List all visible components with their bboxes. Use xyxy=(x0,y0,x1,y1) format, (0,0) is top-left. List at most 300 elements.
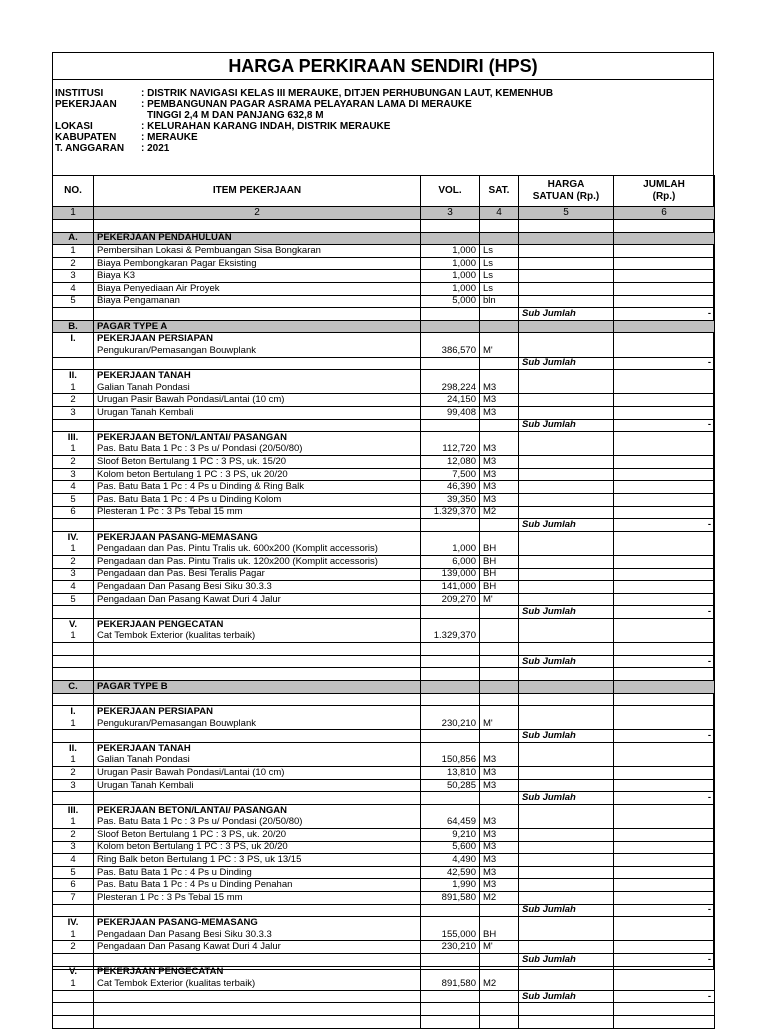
row-number: 7 xyxy=(53,892,94,905)
meta-label: KABUPATEN xyxy=(55,132,117,143)
empty-cell xyxy=(614,370,715,382)
subtotal-amount: - xyxy=(614,904,715,917)
table-row xyxy=(53,456,715,469)
item-unit: M2 xyxy=(480,892,519,905)
item-description: Cat Tembok Exterior (kualitas terbaik) xyxy=(94,631,421,643)
row-number: 3 xyxy=(53,270,94,283)
table-row xyxy=(53,481,715,494)
empty-cell xyxy=(480,966,519,978)
empty-cell xyxy=(519,333,614,345)
empty-cell xyxy=(94,792,421,805)
item-description: Pengadaan dan Pas. Pintu Tralis uk. 120x200 (Komplit accessoris) xyxy=(94,556,421,569)
subtotal-label: Sub Jumlah xyxy=(519,308,614,321)
empty-cell xyxy=(480,333,519,345)
unit-price-cell xyxy=(519,767,614,780)
item-unit: M3 xyxy=(480,481,519,494)
item-unit: M3 xyxy=(480,829,519,842)
meta-row-kabupaten xyxy=(55,132,710,143)
subtotal-amount: - xyxy=(614,606,715,619)
unit-price-cell xyxy=(519,718,614,730)
item-volume: 42,590 xyxy=(421,866,480,879)
table-row xyxy=(53,556,715,569)
empty-cell xyxy=(421,966,480,978)
table-row xyxy=(53,468,715,481)
item-unit: M3 xyxy=(480,456,519,469)
empty-cell xyxy=(614,917,715,929)
document-title: HARGA PERKIRAAN SENDIRI (HPS) xyxy=(53,53,713,80)
item-volume: 1.329,370 xyxy=(421,506,480,519)
item-unit: Ls xyxy=(480,245,519,258)
amount-cell xyxy=(614,767,715,780)
row-number: 2 xyxy=(53,394,94,407)
unit-price-cell xyxy=(519,854,614,867)
subtotal-label: Sub Jumlah xyxy=(519,419,614,432)
amount-cell xyxy=(614,456,715,469)
empty-cell xyxy=(94,693,421,706)
empty-cell xyxy=(614,643,715,656)
row-number: 3 xyxy=(53,468,94,481)
subtotal-row xyxy=(53,655,715,668)
empty-cell xyxy=(480,220,519,233)
empty-cell xyxy=(53,668,94,681)
amount-cell xyxy=(614,295,715,308)
empty-cell xyxy=(53,1003,94,1016)
group-title: PEKERJAAN BETON/LANTAI/ PASANGAN xyxy=(94,432,421,444)
empty-cell xyxy=(614,706,715,718)
item-volume: 12,080 xyxy=(421,456,480,469)
meta-value: : KELURAHAN KARANG INDAH, DISTRIK MERAUKE xyxy=(141,121,391,132)
item-description: Pengadaan dan Pas. Besi Teralis Pagar xyxy=(94,568,421,581)
item-unit: Ls xyxy=(480,282,519,295)
subtotal-label: Sub Jumlah xyxy=(519,357,614,370)
empty-cell xyxy=(53,954,94,967)
row-number: 5 xyxy=(53,494,94,507)
item-volume: 5,000 xyxy=(421,295,480,308)
empty-cell xyxy=(53,904,94,917)
row-number: 1 xyxy=(53,382,94,394)
group-title: PEKERJAAN TANAH xyxy=(94,370,421,382)
amount-cell xyxy=(614,543,715,555)
row-number: 3 xyxy=(53,841,94,854)
amount-cell xyxy=(614,270,715,283)
item-unit: M3 xyxy=(480,382,519,394)
meta-label: INSTITUSI xyxy=(55,88,104,99)
table-row xyxy=(53,295,715,308)
item-description: Kolom beton Bertulang 1 PC : 3 PS, uk 20/20 xyxy=(94,841,421,854)
meta-value: : MERAUKE xyxy=(141,132,198,143)
subtotal-amount: - xyxy=(614,990,715,1003)
item-unit: M' xyxy=(480,593,519,606)
header-jumlah: JUMLAH (Rp.) xyxy=(614,176,715,207)
item-volume: 7,500 xyxy=(421,468,480,481)
column-number: 1 xyxy=(53,207,94,220)
empty-cell xyxy=(614,1016,715,1029)
row-number xyxy=(53,345,94,357)
table-row xyxy=(53,406,715,419)
empty-cell xyxy=(53,643,94,656)
row-number: 3 xyxy=(53,406,94,419)
item-description: Plesteran 1 Pc : 3 Ps Tebal 15 mm xyxy=(94,506,421,519)
section-title: PEKERJAAN PENDAHULUAN xyxy=(94,232,421,245)
item-volume: 298,224 xyxy=(421,382,480,394)
group-title: PEKERJAAN PENGECATAN xyxy=(94,619,421,631)
subtotal-label: Sub Jumlah xyxy=(519,730,614,743)
table-row xyxy=(53,817,715,829)
item-description: Pas. Batu Bata 1 Pc : 3 Ps u/ Pondasi (20/50/80) xyxy=(94,444,421,456)
table-row xyxy=(53,779,715,792)
table-row xyxy=(53,345,715,357)
item-description: Pas. Batu Bata 1 Pc : 4 Ps u Dinding xyxy=(94,866,421,879)
column-number: 5 xyxy=(519,207,614,220)
blank-row xyxy=(53,220,715,233)
item-description: Kolom beton Bertulang 1 PC : 3 PS, uk 20/20 xyxy=(94,468,421,481)
amount-cell xyxy=(614,568,715,581)
item-description: Pas. Batu Bata 1 Pc : 3 Ps u/ Pondasi (20/50/80) xyxy=(94,817,421,829)
row-number: 4 xyxy=(53,481,94,494)
empty-cell xyxy=(519,668,614,681)
item-description: Pengukuran/Pemasangan Bouwplank xyxy=(94,718,421,730)
unit-price-cell xyxy=(519,543,614,555)
item-volume: 891,580 xyxy=(421,978,480,990)
empty-cell xyxy=(94,655,421,668)
empty-cell xyxy=(421,619,480,631)
column-number: 3 xyxy=(421,207,480,220)
item-description: Sloof Beton Bertulang 1 PC : 3 PS, uk. 20/20 xyxy=(94,829,421,842)
item-unit: M3 xyxy=(480,854,519,867)
unit-price-cell xyxy=(519,568,614,581)
group-code: III. xyxy=(53,804,94,816)
table-row xyxy=(53,581,715,594)
group-code: V. xyxy=(53,619,94,631)
empty-cell xyxy=(614,742,715,754)
table-row xyxy=(53,382,715,394)
item-description: Biaya Penyediaan Air Proyek xyxy=(94,282,421,295)
subtotal-row xyxy=(53,357,715,370)
table-row xyxy=(53,593,715,606)
empty-cell xyxy=(519,432,614,444)
empty-cell xyxy=(519,232,614,245)
amount-cell xyxy=(614,593,715,606)
empty-cell xyxy=(480,531,519,543)
subtotal-row xyxy=(53,606,715,619)
group-row xyxy=(53,966,715,978)
amount-cell xyxy=(614,854,715,867)
item-unit: M' xyxy=(480,941,519,954)
empty-cell xyxy=(480,693,519,706)
row-number: 4 xyxy=(53,854,94,867)
meta-row-pekerjaan xyxy=(55,99,710,110)
amount-cell xyxy=(614,779,715,792)
subtotal-row xyxy=(53,954,715,967)
empty-cell xyxy=(480,668,519,681)
subtotal-amount: - xyxy=(614,655,715,668)
empty-cell xyxy=(53,655,94,668)
group-title: PEKERJAAN BETON/LANTAI/ PASANGAN xyxy=(94,804,421,816)
item-unit: BH xyxy=(480,929,519,941)
unit-price-cell xyxy=(519,282,614,295)
subtotal-label: Sub Jumlah xyxy=(519,655,614,668)
item-unit xyxy=(480,631,519,643)
item-description: Pas. Batu Bata 1 Pc : 4 Ps u Dinding Kolom xyxy=(94,494,421,507)
blank-row xyxy=(53,1016,715,1029)
unit-price-cell xyxy=(519,879,614,892)
row-number: 1 xyxy=(53,543,94,555)
empty-cell xyxy=(480,680,519,693)
row-number: 2 xyxy=(53,941,94,954)
item-unit: M3 xyxy=(480,841,519,854)
meta-label: PEKERJAAN xyxy=(55,99,117,110)
empty-cell xyxy=(421,531,480,543)
amount-cell xyxy=(614,829,715,842)
column-number: 4 xyxy=(480,207,519,220)
empty-cell xyxy=(421,954,480,967)
empty-cell xyxy=(614,320,715,333)
item-unit: M2 xyxy=(480,978,519,990)
item-volume: 6,000 xyxy=(421,556,480,569)
item-unit: BH xyxy=(480,581,519,594)
item-description: Galian Tanah Pondasi xyxy=(94,755,421,767)
item-volume: 99,408 xyxy=(421,406,480,419)
empty-cell xyxy=(519,643,614,656)
item-description: Urugan Tanah Kembali xyxy=(94,779,421,792)
table-row xyxy=(53,755,715,767)
item-volume: 9,210 xyxy=(421,829,480,842)
subtotal-row xyxy=(53,990,715,1003)
group-row xyxy=(53,917,715,929)
item-description: Plesteran 1 Pc : 3 Ps Tebal 15 mm xyxy=(94,892,421,905)
empty-cell xyxy=(519,220,614,233)
unit-price-cell xyxy=(519,345,614,357)
unit-price-cell xyxy=(519,829,614,842)
amount-cell xyxy=(614,257,715,270)
amount-cell xyxy=(614,941,715,954)
empty-cell xyxy=(421,606,480,619)
item-description: Pembersihan Lokasi & Pembuangan Sisa Bongkaran xyxy=(94,245,421,258)
row-number: 1 xyxy=(53,718,94,730)
unit-price-cell xyxy=(519,468,614,481)
row-number: 1 xyxy=(53,755,94,767)
item-volume: 46,390 xyxy=(421,481,480,494)
row-number: 6 xyxy=(53,506,94,519)
subtotal-label: Sub Jumlah xyxy=(519,606,614,619)
group-row xyxy=(53,370,715,382)
empty-cell xyxy=(53,519,94,532)
unit-price-cell xyxy=(519,892,614,905)
empty-cell xyxy=(421,693,480,706)
empty-cell xyxy=(421,320,480,333)
amount-cell xyxy=(614,755,715,767)
empty-cell xyxy=(614,232,715,245)
empty-cell xyxy=(53,419,94,432)
empty-cell xyxy=(614,693,715,706)
group-code: II. xyxy=(53,370,94,382)
empty-cell xyxy=(519,680,614,693)
empty-cell xyxy=(94,519,421,532)
item-description: Pengadaan Dan Pasang Besi Siku 30.3.3 xyxy=(94,581,421,594)
section-row xyxy=(53,232,715,245)
table-row xyxy=(53,866,715,879)
empty-cell xyxy=(94,730,421,743)
table-row xyxy=(53,494,715,507)
item-unit: M2 xyxy=(480,506,519,519)
row-number: 3 xyxy=(53,779,94,792)
empty-cell xyxy=(519,706,614,718)
item-volume: 891,580 xyxy=(421,892,480,905)
empty-cell xyxy=(480,308,519,321)
item-unit: M3 xyxy=(480,866,519,879)
empty-cell xyxy=(421,804,480,816)
empty-cell xyxy=(421,990,480,1003)
item-volume: 1,000 xyxy=(421,543,480,555)
table-row xyxy=(53,270,715,283)
unit-price-cell xyxy=(519,245,614,258)
unit-price-cell xyxy=(519,581,614,594)
item-unit: Ls xyxy=(480,257,519,270)
empty-cell xyxy=(421,742,480,754)
empty-cell xyxy=(614,804,715,816)
item-volume: 155,000 xyxy=(421,929,480,941)
amount-cell xyxy=(614,817,715,829)
item-volume: 1,000 xyxy=(421,270,480,283)
subtotal-amount: - xyxy=(614,792,715,805)
unit-price-cell xyxy=(519,506,614,519)
amount-cell xyxy=(614,929,715,941)
empty-cell xyxy=(519,804,614,816)
meta-row-institusi xyxy=(55,88,710,99)
unit-price-cell xyxy=(519,270,614,283)
amount-cell xyxy=(614,345,715,357)
item-unit: M' xyxy=(480,345,519,357)
empty-cell xyxy=(480,320,519,333)
group-code: I. xyxy=(53,706,94,718)
empty-cell xyxy=(480,357,519,370)
table-row xyxy=(53,879,715,892)
table-row xyxy=(53,718,715,730)
amount-cell xyxy=(614,245,715,258)
empty-cell xyxy=(614,531,715,543)
item-unit: BH xyxy=(480,568,519,581)
item-description: Pengadaan Dan Pasang Besi Siku 30.3.3 xyxy=(94,929,421,941)
table-row xyxy=(53,568,715,581)
item-unit: M3 xyxy=(480,779,519,792)
subtotal-amount: - xyxy=(614,730,715,743)
item-volume: 1,000 xyxy=(421,245,480,258)
amount-cell xyxy=(614,718,715,730)
empty-cell xyxy=(94,643,421,656)
item-volume: 230,210 xyxy=(421,941,480,954)
empty-cell xyxy=(480,232,519,245)
empty-cell xyxy=(421,432,480,444)
subtotal-label: Sub Jumlah xyxy=(519,904,614,917)
item-volume: 1,000 xyxy=(421,257,480,270)
unit-price-cell xyxy=(519,444,614,456)
empty-cell xyxy=(480,742,519,754)
empty-cell xyxy=(421,1016,480,1029)
table-row xyxy=(53,929,715,941)
empty-cell xyxy=(94,990,421,1003)
item-unit: M3 xyxy=(480,767,519,780)
item-unit: M3 xyxy=(480,444,519,456)
amount-cell xyxy=(614,394,715,407)
item-volume: 386,570 xyxy=(421,345,480,357)
table-body xyxy=(53,220,715,1029)
meta-row-lokasi xyxy=(55,121,710,132)
empty-cell xyxy=(53,730,94,743)
empty-cell xyxy=(614,619,715,631)
subtotal-amount: - xyxy=(614,954,715,967)
header-no: NO. xyxy=(53,176,94,207)
section-code: B. xyxy=(53,320,94,333)
item-volume: 1,990 xyxy=(421,879,480,892)
empty-cell xyxy=(53,693,94,706)
row-number: 5 xyxy=(53,866,94,879)
meta-value: TINGGI 2,4 M DAN PANJANG 632,8 M xyxy=(147,110,324,121)
item-description: Ring Balk beton Bertulang 1 PC : 3 PS, uk 13/15 xyxy=(94,854,421,867)
header-item: ITEM PEKERJAAN xyxy=(94,176,421,207)
item-volume: 209,270 xyxy=(421,593,480,606)
empty-cell xyxy=(53,308,94,321)
table-row xyxy=(53,245,715,258)
empty-cell xyxy=(614,966,715,978)
empty-cell xyxy=(519,966,614,978)
subtotal-label: Sub Jumlah xyxy=(519,792,614,805)
empty-cell xyxy=(421,706,480,718)
table-row xyxy=(53,543,715,555)
item-description: Biaya K3 xyxy=(94,270,421,283)
column-number: 6 xyxy=(614,207,715,220)
unit-price-cell xyxy=(519,481,614,494)
item-volume: 139,000 xyxy=(421,568,480,581)
group-code: IV. xyxy=(53,917,94,929)
group-title: PEKERJAAN PASANG-MEMASANG xyxy=(94,531,421,543)
empty-cell xyxy=(53,220,94,233)
amount-cell xyxy=(614,406,715,419)
meta-value: : PEMBANGUNAN PAGAR ASRAMA PELAYARAN LAMA DI MERAUKE xyxy=(141,99,472,110)
header-sat: SAT. xyxy=(480,176,519,207)
empty-cell xyxy=(421,333,480,345)
item-volume: 230,210 xyxy=(421,718,480,730)
project-info xyxy=(55,88,710,154)
empty-cell xyxy=(519,320,614,333)
amount-cell xyxy=(614,631,715,643)
empty-cell xyxy=(53,357,94,370)
empty-cell xyxy=(480,917,519,929)
group-code: V. xyxy=(53,966,94,978)
table-row xyxy=(53,854,715,867)
empty-cell xyxy=(480,419,519,432)
blank-row xyxy=(53,693,715,706)
item-volume: 112,720 xyxy=(421,444,480,456)
empty-cell xyxy=(421,655,480,668)
empty-cell xyxy=(614,432,715,444)
empty-cell xyxy=(421,680,480,693)
row-number: 1 xyxy=(53,245,94,258)
table-row xyxy=(53,829,715,842)
subtotal-row xyxy=(53,308,715,321)
section-code: C. xyxy=(53,680,94,693)
group-code: II. xyxy=(53,742,94,754)
empty-cell xyxy=(480,643,519,656)
empty-cell xyxy=(480,432,519,444)
empty-cell xyxy=(421,904,480,917)
amount-cell xyxy=(614,382,715,394)
amount-cell xyxy=(614,978,715,990)
empty-cell xyxy=(480,619,519,631)
item-unit: BH xyxy=(480,543,519,555)
empty-cell xyxy=(519,370,614,382)
item-unit: M3 xyxy=(480,468,519,481)
amount-cell xyxy=(614,866,715,879)
